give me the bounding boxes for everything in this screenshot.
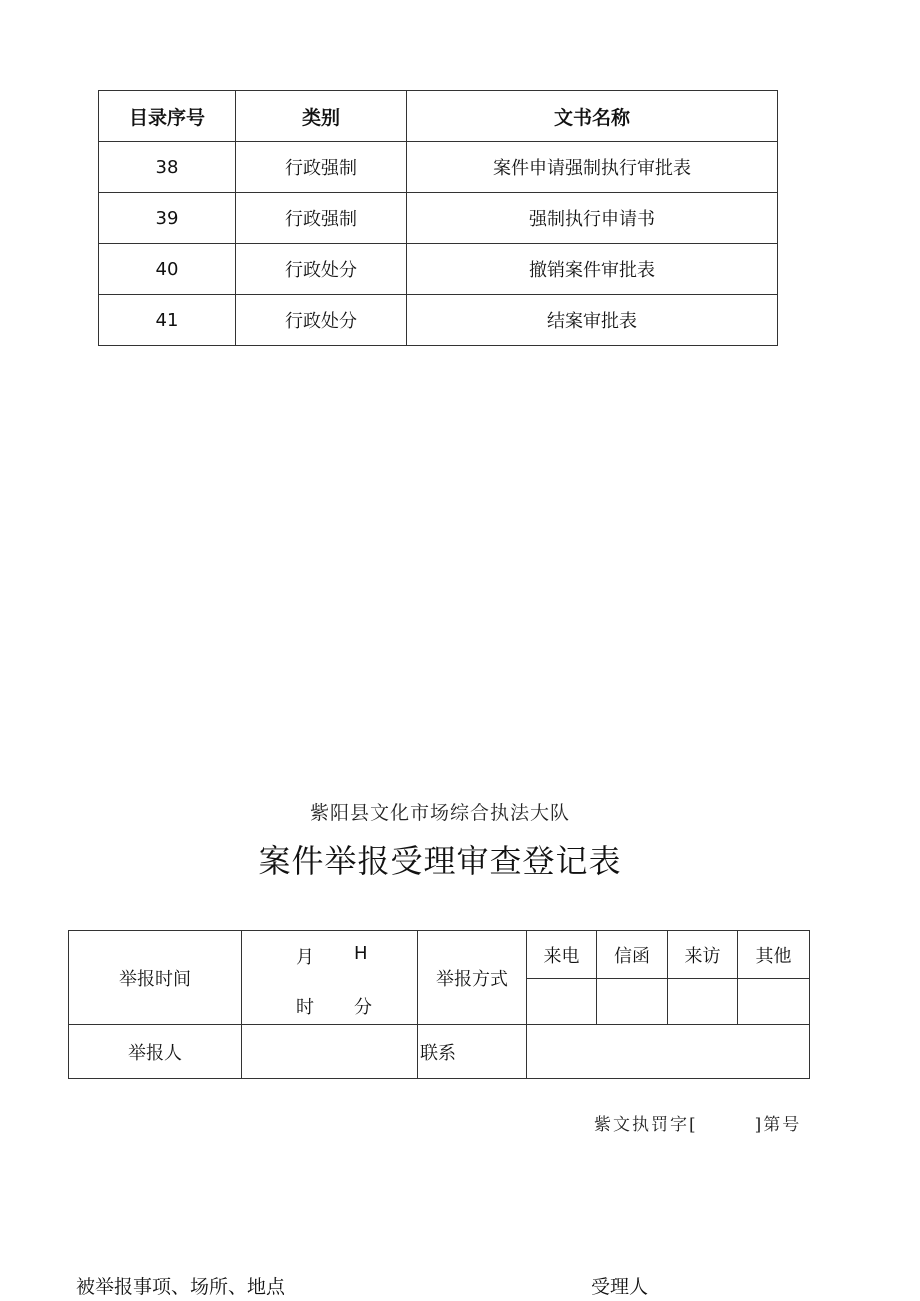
organization-name: 紫阳县文化市场综合执法大队 <box>309 802 570 824</box>
method-letter: 信函 <box>597 931 668 979</box>
report-time-label: 举报时间 <box>69 931 242 1025</box>
table-row <box>99 244 778 295</box>
row-category: 行政处分 <box>236 244 407 295</box>
row-number: 41 <box>99 295 236 346</box>
row-category: 行政强制 <box>236 142 407 193</box>
method-phone-check[interactable] <box>527 979 597 1025</box>
form-title: 案件举报受理审查登记表 <box>258 842 622 880</box>
method-letter-check[interactable] <box>597 979 668 1025</box>
method-other-check[interactable] <box>738 979 810 1025</box>
contact-field[interactable] <box>527 1025 810 1079</box>
hour-label: 时 <box>296 997 314 1018</box>
header-document-name: 文书名称 <box>407 91 778 142</box>
reporter-label: 举报人 <box>69 1025 242 1079</box>
row-number: 38 <box>99 142 236 193</box>
day-label: H <box>354 943 368 964</box>
method-visit: 来访 <box>668 931 738 979</box>
row-category: 行政处分 <box>236 295 407 346</box>
reporter-field[interactable] <box>242 1025 418 1079</box>
row-document-name: 强制执行申请书 <box>407 193 778 244</box>
table-row <box>99 193 778 244</box>
header-category: 类别 <box>236 91 407 142</box>
method-phone: 来电 <box>527 931 597 979</box>
table-row <box>99 142 778 193</box>
row-document-name: 撤销案件审批表 <box>407 244 778 295</box>
reported-matters-label: 被举报事项、场所、地点 <box>76 1276 286 1298</box>
report-table <box>68 930 810 1079</box>
receiver-label: 受理人 <box>591 1276 649 1298</box>
method-visit-check[interactable] <box>668 979 738 1025</box>
report-method-label: 举报方式 <box>418 931 527 1025</box>
document-number: 紫文执罚字[ ]第号 <box>594 1115 802 1135</box>
row-document-name: 结案审批表 <box>407 295 778 346</box>
report-time-field[interactable] <box>242 931 418 1025</box>
row-number: 40 <box>99 244 236 295</box>
header-catalog-number: 目录序号 <box>99 91 236 142</box>
catalog-table <box>98 90 778 346</box>
row-category: 行政强制 <box>236 193 407 244</box>
contact-label: 联系 <box>418 1025 527 1079</box>
table-row <box>99 295 778 346</box>
row-number: 39 <box>99 193 236 244</box>
method-other: 其他 <box>738 931 810 979</box>
month-label: 月 <box>296 947 314 968</box>
row-document-name: 案件申请强制执行审批表 <box>407 142 778 193</box>
minute-label: 分 <box>354 997 372 1018</box>
catalog-header-row <box>99 91 778 142</box>
